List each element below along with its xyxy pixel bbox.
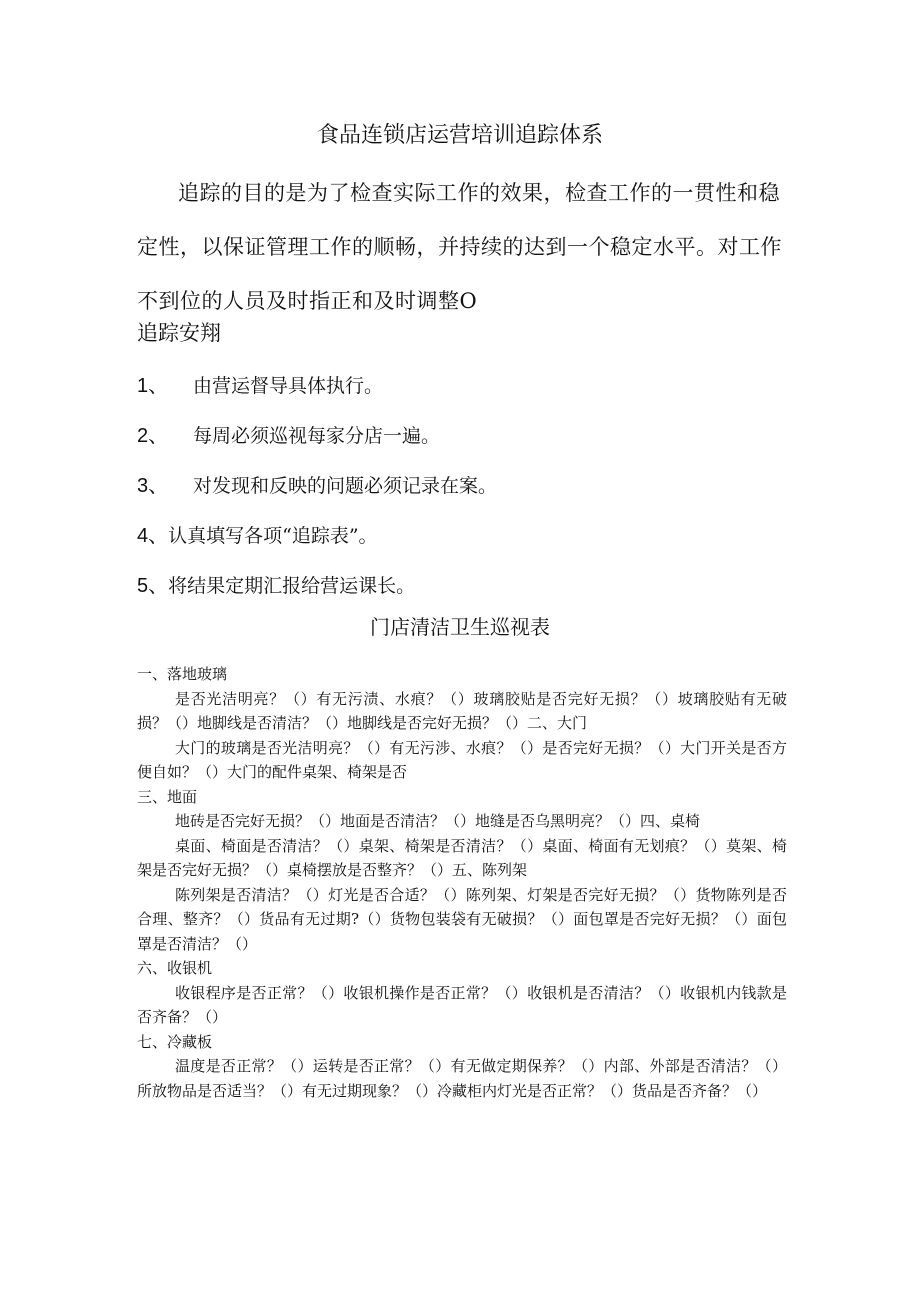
step-number: 1、	[137, 375, 169, 397]
section-body-floor: 地砖是否完好无损？（）地面是否清洁？（）地缝是否乌黑明亮？（）四、桌椅	[175, 812, 701, 830]
step-text: 认真填写各项“追踪表”。	[168, 525, 378, 547]
step-number: 4、	[137, 525, 169, 547]
step-text: 将结果定期汇报给营运课长。	[168, 575, 416, 597]
step-text: 对发现和反映的问题必须记录在案。	[193, 475, 498, 497]
section-body-register: 收银程序是否正常？（）收银机操作是否正常？（）收银机是否清洁？（）收银机内钱款是否齐备？（）	[137, 983, 787, 1026]
section-body-glass: 是否光洁明亮？（）有无污渍、水痕？（）玻璃胶贴是否完好无损？（）坡璃胶贴有无破损？（）地脚线是否清洁？（）地脚线是否完好无损？（）二、大门	[137, 689, 787, 732]
list-item	[137, 518, 787, 568]
section-heading-register: 六、收银机	[137, 959, 213, 977]
list-item	[137, 418, 787, 468]
step-number: 5、	[137, 575, 169, 597]
arrangement-heading: 追踪安翔	[137, 321, 221, 345]
step-text: 每周必须巡视每家分店一遍。	[193, 425, 441, 447]
list-item	[137, 368, 787, 418]
section-body-door: 大门的玻璃是否光洁明亮？（）有无污涉、水痕？（）是否完好无损？（）大门开关是否方便自如？（）大门的配件桌架、椅架是否	[137, 738, 787, 781]
step-number: 2、	[137, 425, 169, 447]
section-heading-fridge: 七、冷藏板	[137, 1032, 213, 1051]
steps-list	[137, 368, 787, 618]
step-number: 3、	[137, 475, 169, 497]
section-body-tables: 桌面、椅面是否清洁？（）桌架、椅架是否清洁？（）桌面、椅面有无划痕？（）莫架、椅架是否完好无损？（）桌椅摆放是否整齐？（）五、陈列架	[137, 836, 787, 879]
section-heading-glass: 一、落地玻璃	[137, 665, 228, 683]
checklist-body	[137, 662, 787, 1103]
step-text: 由营运督导具体执行。	[193, 375, 384, 397]
list-item	[137, 468, 787, 518]
section-heading-floor: 三、地面	[137, 787, 198, 806]
intro-paragraph: 追踪的目的是为了检查实际工作的效果，检查工作的一贯性和稳定性，以保证管理工作的顺畅，并持续的达到一个稳定水平。对工作不到位的人员及时指正和及时调整O	[137, 181, 782, 313]
section-body-shelves: 陈列架是否清洁？（）灯光是否合适？（）陈列架、灯架是否完好无损？（）货物陈列是否合理、整齐？（）货品有无过期?（）货物包装袋有无破损？（）面包罩是否完好无损？（）面包罩是否清洁？（）	[137, 885, 787, 953]
section-body-fridge: 温度是否正常？（）运转是否正常？（）有无做定期保养？（）内部、外部是否清洁？（）所放物品是否适当？（）有无过期现象？（）冷藏柜内灯光是否正常？（）货品是否齐备？（）	[137, 1057, 787, 1100]
checklist-title: 门店清洁卫生巡视表	[370, 615, 550, 639]
document-title: 食品连锁店运营培训追踪体系	[316, 123, 603, 148]
